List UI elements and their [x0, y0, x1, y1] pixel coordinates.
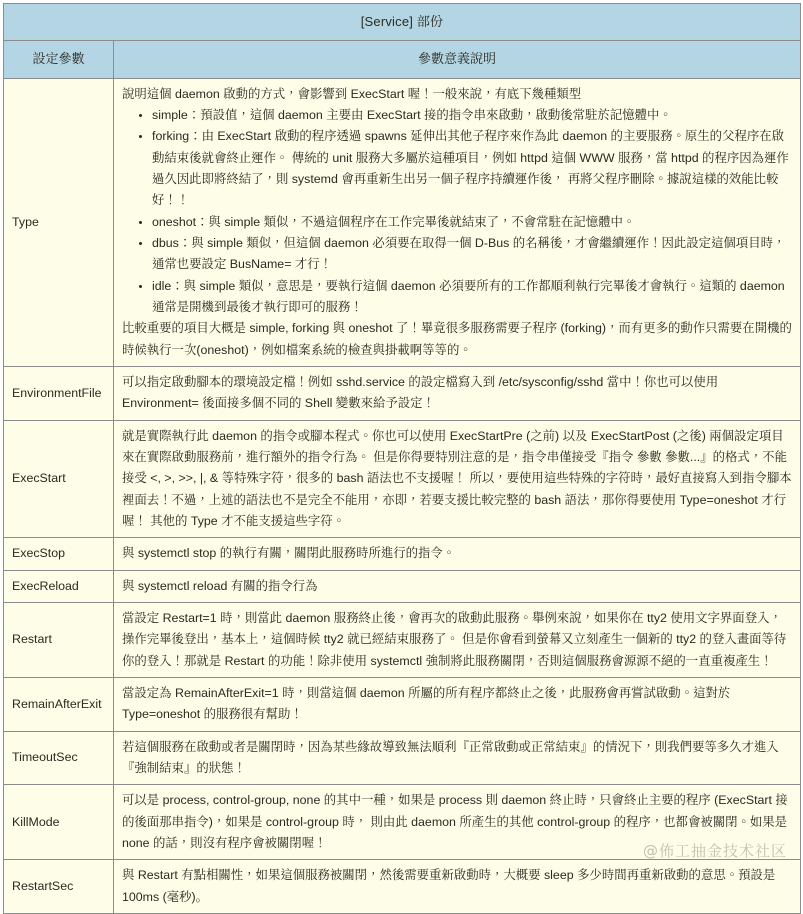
watermark-text: @佈工抽金技术社区 — [642, 842, 787, 860]
table-row — [4, 570, 801, 602]
param-name-restart: Restart — [4, 602, 114, 677]
param-desc-restart: 當設定 Restart=1 時，則當此 daemon 服務終止後，會再次的啟動此服務。舉例來說，如果你在 tty2 使用文字界面登入，操作完畢後登出，基本上，這個時候 tty2 就已經結束服務了。 但是你會看到螢幕又立刻產生一個新的 tty2 的登入畫面等待你的登入！那就是 Restart 的功能！除非使用 systemctl 強制將此服務關閉，否則這個服務會源源不絕的一直重複產生！ — [114, 602, 801, 677]
param-desc-execstop: 與 systemctl stop 的執行有關，關閉此服務時所進行的指令。 — [114, 538, 801, 570]
table-row — [4, 785, 801, 860]
list-item: • forking：由 ExecStart 啟動的程序透過 spawns 延伸出其他子程序來作為此 daemon 的主要服務。原生的父程序在啟動結束後就會終止運作。 傳統的 unit 服務大多屬於這種項目，例如 httpd 這個 WWW 服務，當 httpd 的程序因為運作過久因此即將終結了，則 systemd 會再重新生出另一個子程序持續運作後， 再將父程序刪除。據說這樣的效能比較好！！ — [152, 126, 792, 211]
table-head — [4, 4, 801, 79]
list-item: • dbus：與 simple 類似，但這個 daemon 必須要在取得一個 D-Bus 的名稱後，才會繼續運作！因此設定這個項目時，通常也要設定 BusName= 才行！ — [152, 233, 792, 276]
param-name-killmode: KillMode — [4, 785, 114, 860]
table-row — [4, 538, 801, 570]
param-name-timeoutsec: TimeoutSec — [4, 731, 114, 785]
table-row — [4, 78, 801, 366]
param-desc-execreload: 與 systemctl reload 有關的指令行為 — [114, 570, 801, 602]
param-name-execstop: ExecStop — [4, 538, 114, 570]
param-name-remainafterexit: RemainAfterExit — [4, 677, 114, 731]
list-item: • oneshot：與 simple 類似，不過這個程序在工作完畢後就結束了，不會常駐在記憶體中。 — [152, 212, 792, 233]
table-row — [4, 731, 801, 785]
param-desc-restartsec: 與 Restart 有點相關性，如果這個服務被關閉，然後需要重新啟動時，大概要 sleep 多少時間再重新啟動的意思。預設是 100ms (毫秒)。 — [114, 860, 801, 914]
table-title: [Service] 部份 — [4, 4, 801, 41]
list-item: • idle：與 simple 類似，意思是，要執行這個 daemon 必須要所有的工作都順利執行完畢後才會執行。這類的 daemon 通常是開機到最後才執行即可的服務！ — [152, 276, 792, 319]
param-name-execreload: ExecReload — [4, 570, 114, 602]
param-name-environmentfile: EnvironmentFile — [4, 366, 114, 420]
type-outro-text: 比較重要的項目大概是 simple, forking 與 oneshot 了！畢竟很多服務需要子程序 (forking)，而有更多的動作只需要在開機的時候執行一次(oneshot)，例如檔案系統的檢查與掛載啊等等的。 — [122, 321, 792, 357]
table-row — [4, 420, 801, 538]
table-row — [4, 677, 801, 731]
table-column-header-row — [4, 41, 801, 78]
param-desc-killmode: 可以是 process, control-group, none 的其中一種，如果是 process 則 daemon 終止時，只會終止主要的程序 (ExecStart 接的後面那串指令)，如果是 control-group 時， 則由此 daemon 所產生的其他 control-group 的程序，也都會被關閉。如果是 none 的話，則沒有程序會被關閉喔！ — [114, 785, 801, 860]
column-header-param: 設定參數 — [4, 41, 114, 78]
param-desc-execstart: 就是實際執行此 daemon 的指令或腳本程式。你也可以使用 ExecStartPre (之前) 以及 ExecStartPost (之後) 兩個設定項目來在實際啟動服務前，進行額外的指令行為。 但是你得要特別注意的是，指令串僅接受『指令 參數 參數...』的格式，不能接受 <, >, >>, |, & 等特殊字符，很多的 bash 語法也不支援喔！ 所以，要使用這些特殊的字符時，最好直接寫入到指令腳本裡面去！不過，上述的語法也不是完全不能用，亦即，若要支援比較完整的 bash 語法，那你得要使用 Type=oneshot 才行喔！ 其他的 Type 才不能支援這些字符。 — [114, 420, 801, 538]
type-option-list — [122, 105, 792, 318]
param-name-execstart: ExecStart — [4, 420, 114, 538]
param-name-type: Type — [4, 78, 114, 366]
column-header-desc: 參數意義說明 — [114, 41, 801, 78]
table-row — [4, 860, 801, 914]
param-desc-remainafterexit: 當設定為 RemainAfterExit=1 時，則當這個 daemon 所屬的所有程序都終止之後，此服務會再嘗試啟動。這對於 Type=oneshot 的服務很有幫助！ — [114, 677, 801, 731]
param-desc-timeoutsec: 若這個服務在啟動或者是關閉時，因為某些緣故導致無法順利『正常啟動或正常結束』的情況下，則我們要等多久才進入『強制結束』的狀態！ — [114, 731, 801, 785]
table-row — [4, 602, 801, 677]
type-intro-text: 說明這個 daemon 啟動的方式，會影響到 ExecStart 喔！一般來說，有底下幾種類型 — [122, 86, 582, 101]
param-desc-type — [114, 78, 801, 366]
list-item: • simple：預設值，這個 daemon 主要由 ExecStart 接的指令串來啟動，啟動後常駐於記憶體中。 — [152, 105, 792, 126]
param-name-restartsec: RestartSec — [4, 860, 114, 914]
service-options-table — [3, 3, 801, 914]
table-row — [4, 366, 801, 420]
table-body — [4, 78, 801, 913]
param-desc-environmentfile: 可以指定啟動腳本的環境設定檔！例如 sshd.service 的設定檔寫入到 /etc/sysconfig/sshd 當中！你也可以使用 Environment= 後面接多個不同的 Shell 變數來給予設定！ — [114, 366, 801, 420]
table-title-row — [4, 4, 801, 41]
